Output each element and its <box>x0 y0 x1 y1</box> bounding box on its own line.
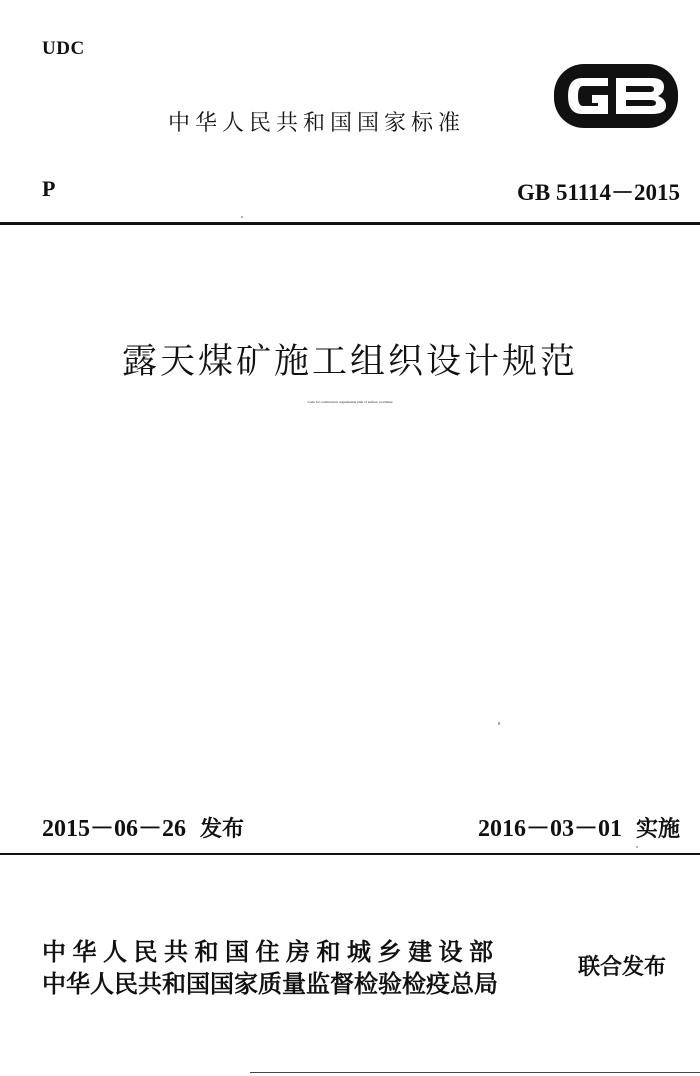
scan-speck <box>498 722 500 725</box>
scan-speck <box>636 846 638 848</box>
issue-date: 2015－06－26 <box>42 816 186 842</box>
national-standard-heading: 中华人民共和国国家标准 <box>168 111 466 136</box>
title-chinese: 露天煤矿施工组织设计规范 <box>121 342 578 382</box>
bottom-edge-line <box>250 1072 700 1073</box>
header-divider <box>0 222 700 225</box>
implementation-label: 实施 <box>635 817 680 842</box>
publisher-line-1: 中华人民共和国住房和城乡建设部 <box>42 938 500 966</box>
title-english: Code for construction organization plan of surface coal mine <box>307 400 393 404</box>
issue-label: 发布 <box>200 817 245 842</box>
footer-divider <box>0 853 700 855</box>
scan-speck <box>241 216 243 218</box>
implementation-date: 2016－03－01 <box>477 816 622 842</box>
category-code: P <box>42 176 56 201</box>
udc-label: UDC <box>42 38 85 59</box>
standard-number: GB 51114－2015 <box>517 180 680 205</box>
gb-logo <box>552 62 680 130</box>
issue-date-block <box>42 808 244 843</box>
implementation-date-block <box>478 808 680 843</box>
publisher-line-2: 中华人民共和国国家质量监督检验检疫总局 <box>42 970 498 998</box>
joint-publish-label: 联合发布 <box>578 955 667 980</box>
